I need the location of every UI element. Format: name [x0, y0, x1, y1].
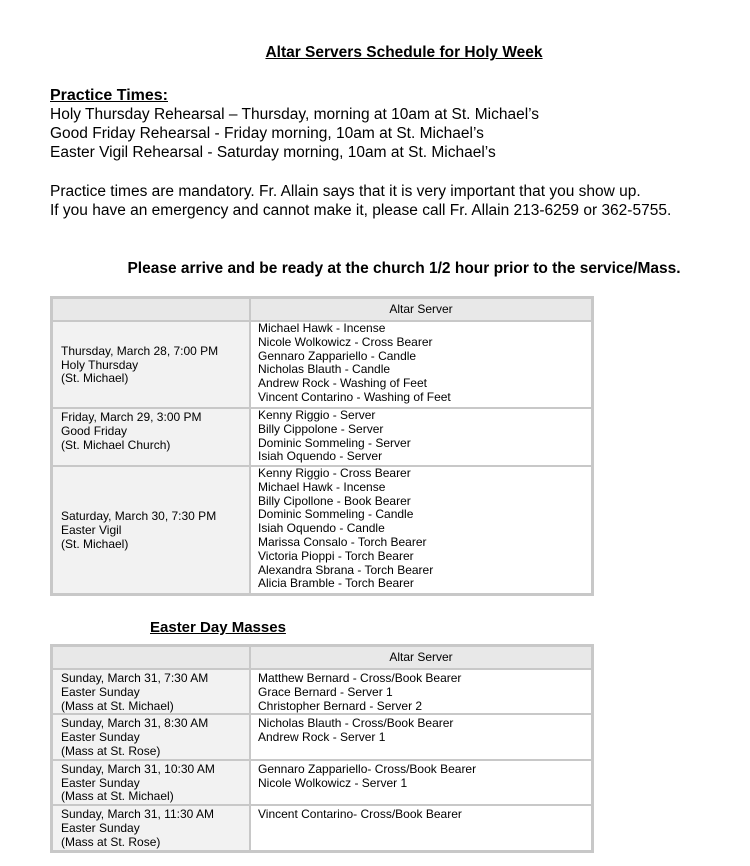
server-assignment: Kenny Riggio - Cross Bearer [258, 466, 411, 480]
mass-name: Easter Sunday [61, 775, 140, 790]
practice-notes [50, 182, 671, 220]
arrival-notice: Please arrive and be ready at the church 1/2 hour prior to the service/Mass. [127, 260, 681, 277]
table-row [52, 760, 592, 805]
table-row [52, 408, 592, 466]
server-assignment: Dominic Sommeling - Server [258, 435, 411, 450]
service-date: Friday, March 29, 3:00 PM [61, 410, 202, 424]
server-assignment: Gennaro Zappariello- Cross/Book Bearer [258, 761, 477, 776]
table-header-altar-server: Altar Server [250, 646, 592, 669]
mass-location: (Mass at St. Rose) [61, 743, 161, 758]
table-row [52, 466, 592, 594]
mass-name: Easter Sunday [61, 730, 140, 745]
practice-line: Easter Vigil Rehearsal - Saturday morning, 10am at St. Michael’s [50, 144, 496, 161]
mass-date: Sunday, March 31, 10:30 AM [61, 761, 215, 776]
server-assignment: Vincent Contarino- Cross/Book Bearer [258, 807, 462, 822]
table-row [52, 714, 592, 759]
server-list-cell [250, 408, 592, 466]
server-list-cell [250, 669, 592, 714]
mass-date-cell [52, 669, 250, 714]
server-list-cell [250, 805, 592, 850]
table-header-row [52, 646, 592, 669]
mass-date: Sunday, March 31, 8:30 AM [61, 716, 209, 731]
table-row [52, 669, 592, 714]
server-assignment: Christopher Bernard - Server 2 [258, 698, 423, 713]
server-list-cell [250, 321, 592, 408]
table-header-blank [52, 646, 250, 669]
service-date-cell [52, 408, 250, 466]
mass-date: Sunday, March 31, 11:30 AM [61, 807, 214, 822]
table-header-altar-server: Altar Server [250, 298, 592, 321]
mass-date: Sunday, March 31, 7:30 AM [61, 671, 209, 685]
server-assignment: Victoria Pioppi - Torch Bearer [258, 548, 414, 563]
service-location: (St. Michael) [61, 536, 129, 551]
table-header-blank [52, 298, 250, 321]
mass-location: (Mass at St. Michael) [61, 789, 174, 804]
service-date: Saturday, March 30, 7:30 PM [61, 509, 217, 524]
mass-date-cell [52, 805, 250, 850]
service-name: Good Friday [61, 423, 128, 438]
mass-name: Easter Sunday [61, 820, 140, 835]
server-assignment: Nicole Wolkowicz - Server 1 [258, 775, 408, 790]
server-assignment: Matthew Bernard - Cross/Book Bearer [258, 671, 462, 685]
service-date-cell [52, 466, 250, 594]
server-assignment: Dominic Sommeling - Candle [258, 507, 414, 522]
server-assignment: Kenny Riggio - Server [258, 408, 376, 422]
practice-note: If you have an emergency and cannot make it, please call Fr. Allain 213-6259 or 362-5755. [50, 202, 672, 219]
server-assignment: Isiah Oquendo - Candle [258, 521, 385, 536]
practice-times-list [50, 105, 539, 162]
server-assignment: Isiah Oquendo - Server [258, 449, 383, 464]
server-assignment: Nicholas Blauth - Candle [258, 362, 391, 377]
mass-location: (Mass at St. Rose) [61, 834, 161, 849]
server-assignment: Andrew Rock - Washing of Feet [258, 376, 427, 391]
service-name: Holy Thursday [61, 357, 139, 372]
server-assignment: Gennaro Zappariello - Candle [258, 348, 417, 363]
practice-line: Good Friday Rehearsal - Friday morning, 10am at St. Michael’s [50, 125, 484, 142]
service-location: (St. Michael Church) [61, 437, 171, 452]
server-assignment: Vincent Contarino - Washing of Feet [258, 389, 451, 404]
holy-week-schedule-table [50, 296, 594, 596]
table-row [52, 321, 592, 408]
service-name: Easter Vigil [61, 523, 122, 538]
server-assignment: Michael Hawk - Incense [258, 321, 386, 335]
server-list-cell [250, 714, 592, 759]
server-assignment: Michael Hawk - Incense [258, 479, 386, 494]
mass-name: Easter Sunday [61, 684, 140, 699]
page-title: Altar Servers Schedule for Holy Week [265, 44, 543, 61]
mass-date-cell [52, 714, 250, 759]
server-assignment: Nicholas Blauth - Cross/Book Bearer [258, 716, 454, 731]
mass-date-cell [52, 760, 250, 805]
table-header-row [52, 298, 592, 321]
easter-masses-heading: Easter Day Masses [150, 619, 286, 636]
mass-location: (Mass at St. Michael) [61, 698, 174, 713]
server-assignment: Grace Bernard - Server 1 [258, 684, 393, 699]
service-location: (St. Michael) [61, 371, 129, 386]
practice-times-heading: Practice Times: [50, 87, 168, 104]
server-assignment: Andrew Rock - Server 1 [258, 730, 386, 745]
service-date: Thursday, March 28, 7:00 PM [61, 343, 219, 358]
server-list-cell [250, 760, 592, 805]
practice-line: Holy Thursday Rehearsal – Thursday, morning at 10am at St. Michael’s [50, 106, 540, 123]
easter-masses-table [50, 644, 594, 853]
server-assignment: Alicia Bramble - Torch Bearer [258, 576, 414, 591]
server-assignment: Marissa Consalo - Torch Bearer [258, 534, 427, 549]
server-assignment: Alexandra Sbrana - Torch Bearer [258, 562, 434, 577]
table-row [52, 805, 592, 850]
server-list-cell [250, 466, 592, 594]
server-assignment: Nicole Wolkowicz - Cross Bearer [258, 334, 433, 349]
server-assignment: Billy Cipollone - Book Bearer [258, 493, 411, 508]
server-assignment: Billy Cippolone - Server [258, 421, 384, 436]
service-date-cell [52, 321, 250, 408]
practice-note: Practice times are mandatory. Fr. Allain says that it is very important that you show up. [50, 183, 641, 200]
